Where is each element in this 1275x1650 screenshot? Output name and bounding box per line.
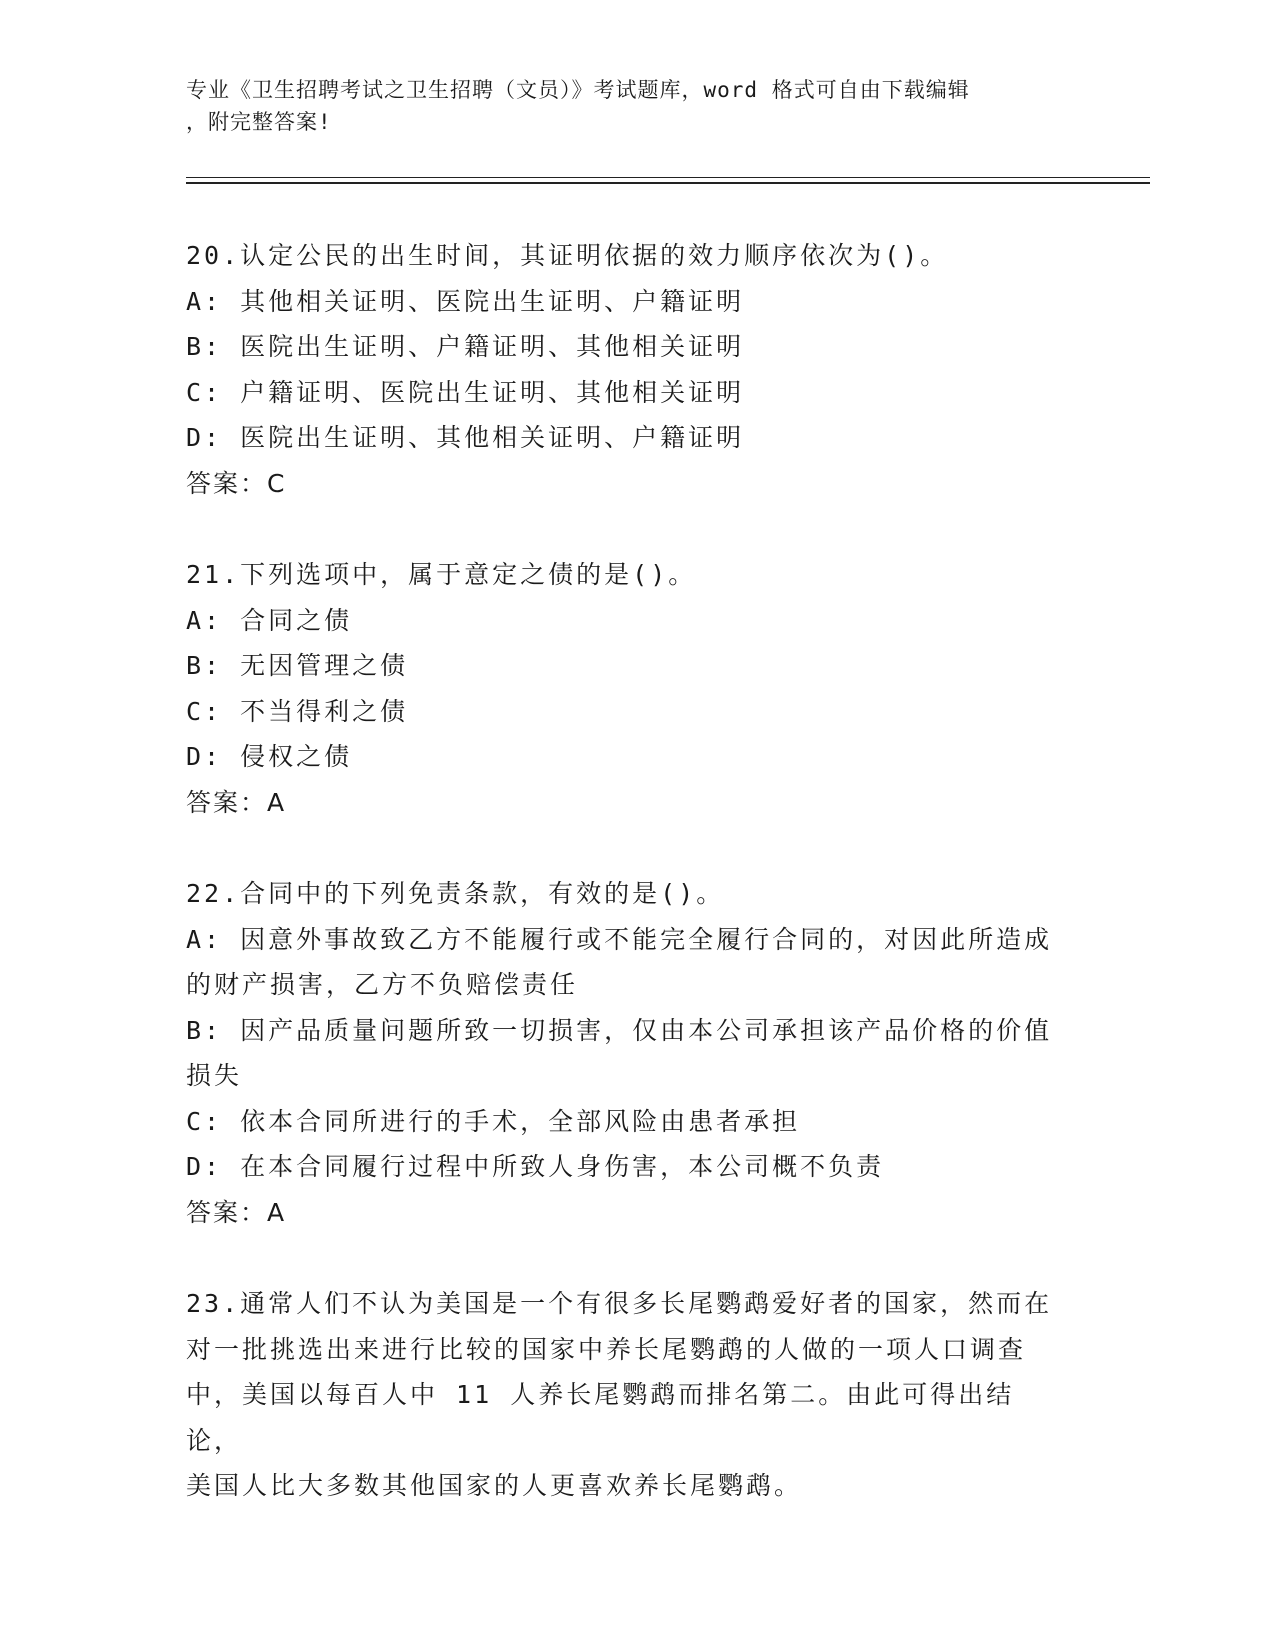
option-a-continued: 的财产损害，乙方不负赔偿责任 <box>186 970 579 999</box>
option-d: D: 在本合同履行过程中所致人身伤害，本公司概不负责 <box>186 1152 885 1181</box>
question-23 <box>186 1281 1066 1509</box>
question-stem-line-4: 美国人比大多数其他国家的人更喜欢养长尾鹦鹉。 <box>186 1471 803 1500</box>
option-b: B: 无因管理之债 <box>186 651 409 680</box>
question-list <box>186 233 1066 1555</box>
header-line-2: ，附完整答案! <box>186 110 332 134</box>
answer: 答案：A <box>186 1197 287 1227</box>
option-b: B: 医院出生证明、户籍证明、其他相关证明 <box>186 332 745 361</box>
option-d: D: 侵权之债 <box>186 742 353 771</box>
option-b-continued: 损失 <box>186 1061 243 1090</box>
header-divider-thin <box>186 177 1150 178</box>
question-stem: 20.认定公民的出生时间，其证明依据的效力顺序依次为()。 <box>186 241 949 270</box>
question-stem: 22.合同中的下列免责条款，有效的是()。 <box>186 879 725 908</box>
option-c: C: 不当得利之债 <box>186 696 409 726</box>
option-c: C: 户籍证明、医院出生证明、其他相关证明 <box>186 377 745 407</box>
option-b: B: 因产品质量问题所致一切损害，仅由本公司承担该产品价格的价值 <box>186 1015 1053 1045</box>
header-divider-thick <box>186 182 1150 184</box>
question-22 <box>186 871 1066 1235</box>
question-stem-line-3: 中，美国以每百人中 11 人养长尾鹦鹉而排名第二。由此可得出结论， <box>186 1380 1015 1455</box>
answer: 答案：A <box>186 787 287 817</box>
option-c: C: 依本合同所进行的手术，全部风险由患者承担 <box>186 1106 801 1136</box>
option-a: A: 因意外事故致乙方不能履行或不能完全履行合同的，对因此所造成 <box>186 924 1053 954</box>
option-a: A: 其他相关证明、医院出生证明、户籍证明 <box>186 286 745 316</box>
document-header <box>186 74 1066 138</box>
option-a: A: 合同之债 <box>186 605 353 635</box>
answer: 答案：C <box>186 468 287 498</box>
question-stem-line-1: 23.通常人们不认为美国是一个有很多长尾鹦鹉爱好者的国家，然而在 <box>186 1289 1053 1318</box>
question-stem: 21.下列选项中，属于意定之债的是()。 <box>186 560 697 589</box>
option-d: D: 医院出生证明、其他相关证明、户籍证明 <box>186 423 745 452</box>
question-stem-line-2: 对一批挑选出来进行比较的国家中养长尾鹦鹉的人做的一项人口调查 <box>186 1334 1027 1364</box>
header-line-1: 专业《卫生招聘考试之卫生招聘（文员）》考试题库，word 格式可自由下载编辑 <box>186 78 970 102</box>
question-21 <box>186 552 1066 825</box>
question-20 <box>186 233 1066 506</box>
